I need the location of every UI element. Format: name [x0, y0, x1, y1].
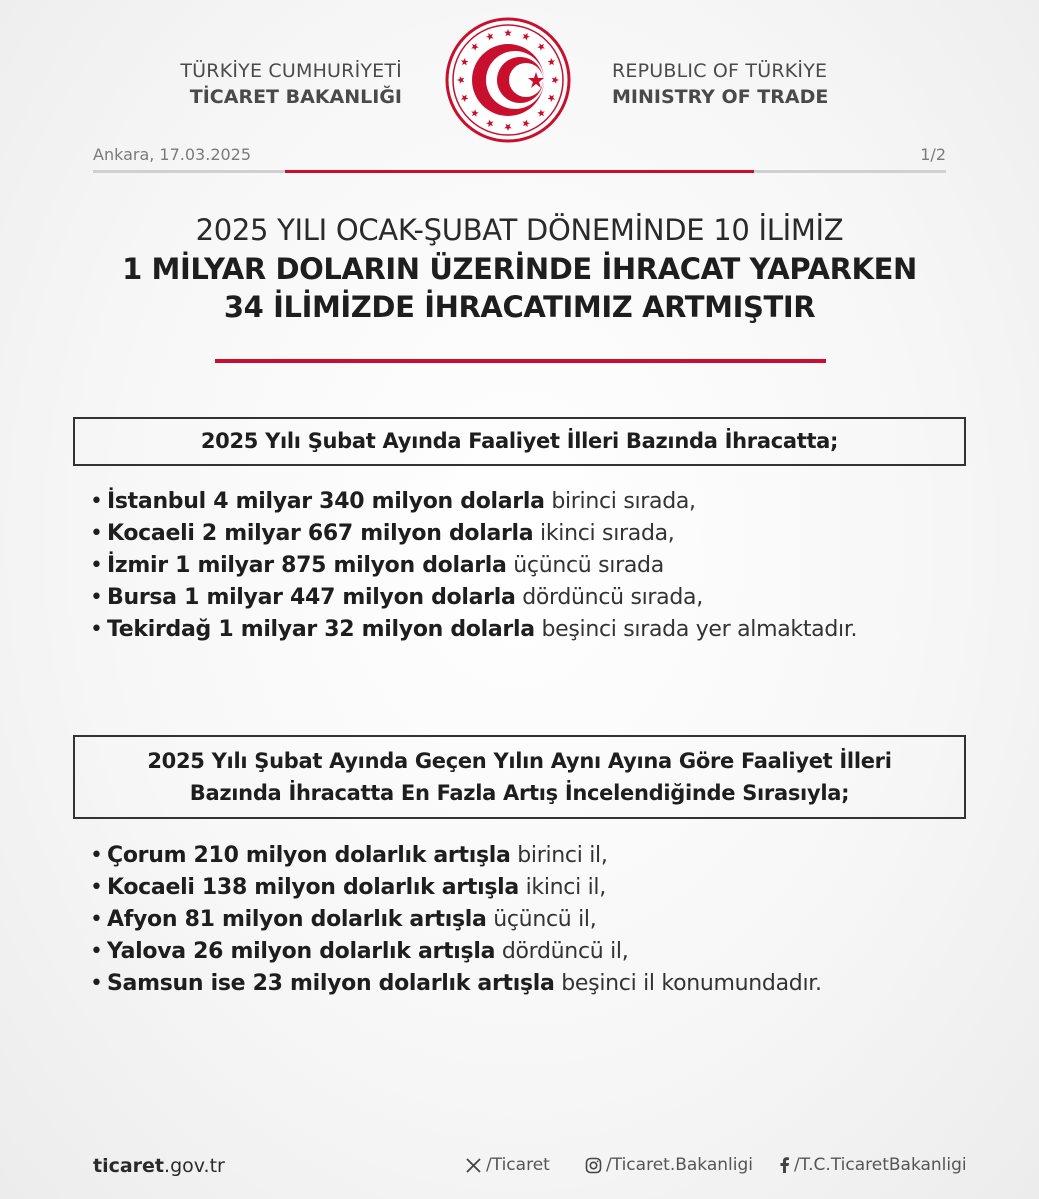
- website-link[interactable]: ticaret.gov.tr: [93, 1155, 225, 1177]
- list-item: • İzmir 1 milyar 875 milyon dolarla üçüncü sırada: [90, 553, 664, 578]
- section2-list: [90, 840, 990, 1000]
- header-right-line2: MINISTRY OF TRADE: [612, 86, 829, 108]
- page-number: 1/2: [920, 145, 946, 164]
- list-item: • Tekirdağ 1 milyar 32 milyon dolarla beşinci sırada yer almaktadır.: [90, 617, 858, 642]
- section2-heading-line1: 2025 Yılı Şubat Ayında Geçen Yılın Aynı Ayına Göre Faaliyet İlleri: [147, 749, 892, 773]
- header-left-line2: TİCARET BAKANLIĞI: [189, 86, 402, 108]
- list-item: • Afyon 81 milyon dolarlık artışla üçüncü il,: [90, 907, 597, 932]
- header-turkish: [120, 58, 402, 110]
- list-item: • İstanbul 4 milyar 340 milyon dolarla birinci sırada,: [90, 489, 696, 514]
- document-date: Ankara, 17.03.2025: [93, 145, 252, 164]
- title-line3: 34 İLİMİZDE İHRACATIMIZ ARTMIŞTIR: [223, 290, 816, 324]
- x-link[interactable]: /Ticaret: [465, 1155, 550, 1175]
- list-item: • Yalova 26 milyon dolarlık artışla dördüncü il,: [90, 939, 629, 964]
- title-line1: 2025 YILI OCAK-ŞUBAT DÖNEMİNDE 10 İLİMİZ: [195, 213, 844, 247]
- section2-heading: [73, 735, 966, 819]
- page-title: [60, 210, 979, 326]
- list-item: • Samsun ise 23 milyon dolarlık artışla beşinci il konumundadır.: [90, 971, 822, 996]
- section2-heading-line2: Bazında İhracatta En Fazla Artış İncelendiğinde Sırasıyla;: [189, 781, 850, 805]
- list-item: • Kocaeli 138 milyon dolarlık artışla ikinci il,: [90, 875, 606, 900]
- header-english: [612, 58, 912, 110]
- header-left-line1: TÜRKİYE CUMHURİYETİ: [180, 60, 402, 82]
- x-icon: [465, 1157, 482, 1174]
- instagram-link[interactable]: /Ticaret.Bakanligi: [585, 1155, 753, 1175]
- title-divider: [215, 359, 826, 363]
- section1-heading: 2025 Yılı Şubat Ayında Faaliyet İlleri Bazında İhracatta;: [73, 417, 966, 466]
- list-item: • Kocaeli 2 milyar 667 milyon dolarla ikinci sırada,: [90, 521, 675, 546]
- facebook-icon: [778, 1157, 790, 1174]
- title-line2: 1 MİLYAR DOLARIN ÜZERİNDE İHRACAT YAPARKEN: [122, 252, 917, 286]
- section1-list: [90, 486, 990, 646]
- list-item: • Bursa 1 milyar 447 milyon dolarla dördüncü sırada,: [90, 585, 703, 610]
- header-right-line1: REPUBLIC OF TÜRKİYE: [612, 60, 828, 82]
- list-item: • Çorum 210 milyon dolarlık artışla birinci il,: [90, 843, 608, 868]
- instagram-icon: [585, 1157, 602, 1174]
- ministry-emblem-icon: [444, 16, 572, 144]
- facebook-link[interactable]: /T.C.TicaretBakanligi: [778, 1155, 967, 1175]
- header-divider-accent: [285, 170, 754, 173]
